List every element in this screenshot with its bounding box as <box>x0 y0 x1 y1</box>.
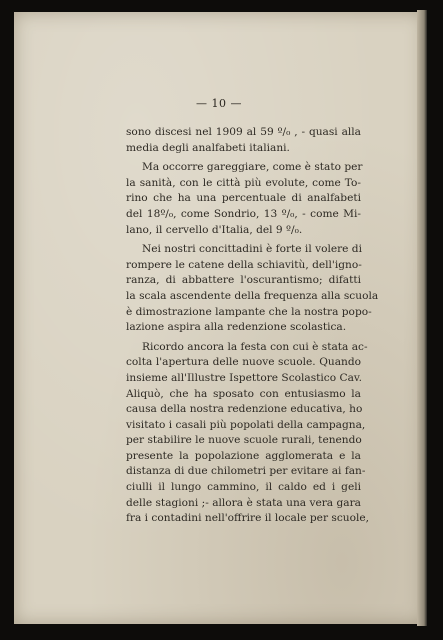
text-line: la sanità, con le città più evolute, come To- <box>126 176 361 189</box>
text-line: ciulli il lungo cammino, il caldo ed i geli <box>126 481 361 494</box>
paragraph-3 <box>126 242 379 336</box>
text-line: delle stagioni ;- allora è stata una vera gara <box>126 496 361 509</box>
text-line: media degli analfabeti italiani. <box>126 141 290 154</box>
text-line: Aliquò, che ha sposato con entusiasmo la <box>126 387 361 400</box>
text-line: distanza di due chilometri per evitare ai fan- <box>126 465 366 478</box>
text-line: fra i contadini nell'offrire il locale per scuole, <box>126 512 369 525</box>
text-line: visitato i casali più popolati della campagna, <box>126 418 366 431</box>
text-line: causa della nostra redenzione educativa, ho <box>126 403 363 416</box>
text-line: la scala ascendente della frequenza alla scuola <box>126 289 379 302</box>
page-number: — 10 — <box>196 97 242 110</box>
text-line: rino che ha una percentuale di analfabeti <box>126 192 361 205</box>
text-line: lazione aspira alla redenzione scolastica. <box>126 321 347 334</box>
text-line: ranza, di abbattere l'oscurantismo; difatti <box>126 274 361 287</box>
text-line: è dimostrazione lampante che la nostra popo- <box>126 305 372 318</box>
paragraph-2 <box>126 160 361 238</box>
text-line: del 18º/₀, come Sondrio, 13 º/₀, - come Mi- <box>126 207 361 220</box>
book-page <box>14 12 424 624</box>
text-line: insieme all'Illustre Ispettore Scolastico Cav. <box>126 371 362 384</box>
body-text <box>126 125 379 531</box>
text-line: Ricordo ancora la festa con cui è stata ac- <box>142 340 368 353</box>
text-line: colta l'apertura delle nuove scuole. Quando <box>126 356 361 369</box>
paragraph-4 <box>126 340 369 527</box>
text-line: presente la popolazione agglomerata e la <box>126 449 361 462</box>
paragraph-1 <box>126 125 361 156</box>
text-line: Ma occorre gareggiare, come è stato per <box>142 161 363 174</box>
text-line: lano, il cervello d'Italia, del 9 º/₀. <box>126 223 303 236</box>
text-line: Nei nostri concittadini è forte il volere di <box>142 243 362 256</box>
text-line: per stabilire le nuove scuole rurali, tenendo <box>126 434 362 447</box>
page-edge <box>417 10 427 626</box>
text-line: sono discesi nel 1909 al 59 º/₀ , - quasi alla <box>126 126 361 138</box>
text-line: rompere le catene della schiavitù, dell'igno- <box>126 258 362 271</box>
